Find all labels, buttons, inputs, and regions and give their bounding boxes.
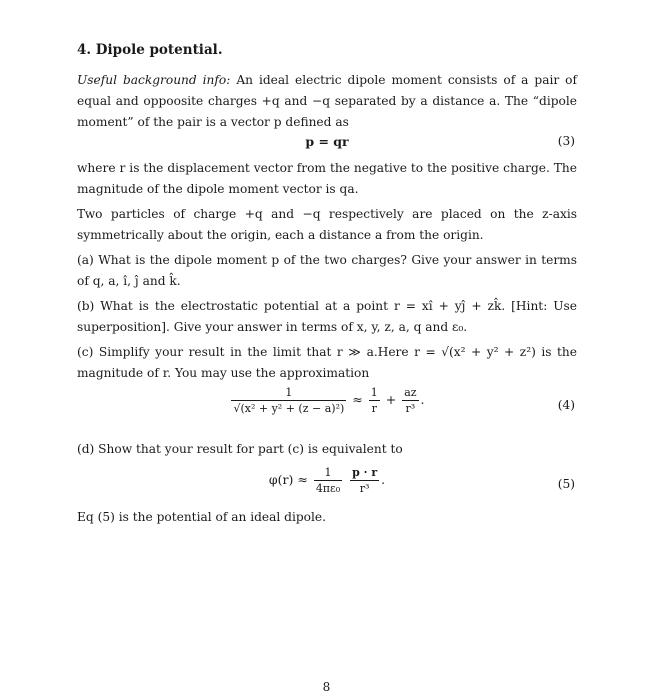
eq5-dipole-fraction — [350, 466, 379, 495]
displacement-paragraph: where r is the displacement vector from the negative to the positive charge. The magnitude of the dipole moment vector is qa. — [77, 161, 577, 196]
eq4-term2-numerator: az — [404, 386, 417, 399]
eq5-constant-numerator: 1 — [324, 466, 332, 479]
eq4-term1-fraction — [369, 386, 380, 415]
page-number: 8 — [322, 680, 331, 694]
part-d-question: (d) Show that your result for part (c) is equivalent to — [77, 442, 403, 456]
eq4-lhs-numerator: 1 — [285, 386, 293, 399]
part-b-question: (b) What is the electrostatic potential at a point r = xî + yĵ + zk̂. [Hint: Use superposition]. Give your answer in terms of x, y, z, a, q and ε₀. — [77, 299, 577, 334]
background-text: An ideal electric dipole moment consists of a pair of equal and oppoosite charges +q and −q separated by a distance a. The “dipole moment” of the pair is a vector p defined as — [77, 73, 578, 129]
eq4-term2-fraction — [402, 386, 418, 415]
eq4-term2-denominator: r³ — [402, 400, 418, 415]
equation-3-number: (3) — [557, 134, 575, 148]
problem-title: 4. Dipole potential. — [77, 42, 223, 58]
equation-4-number: (4) — [557, 398, 575, 412]
eq4-lhs-denominator: √(x² + y² + (z − a)²) — [233, 402, 345, 415]
equation-3-expression: p = qr — [305, 134, 349, 149]
eq5-constant-denominator: 4πε₀ — [315, 482, 341, 495]
equation-4: $\frac{1}{\text{√(x² + y² + (z − a)²)}}$ ≈ $\frac{1}{r}$ + $\frac{az}{\text{r³}}$ . (4) — [233, 386, 575, 415]
eq5-dipole-denominator: r³ — [350, 480, 379, 495]
eq4-lhs-fraction — [231, 386, 346, 415]
equation-5-number: (5) — [557, 477, 575, 491]
part-c-question: (c) Simplify your result in the limit that r ≫ a.Here r = √(x² + y² + z²) is the magnitude of r. You may use the approximation — [77, 345, 577, 380]
eq5-lhs: φ(r) ≈ — [268, 472, 308, 487]
part-a-question: (a) What is the dipole moment p of the two charges? Give your answer in terms of q, a, î, ĵ and k̂. — [77, 253, 577, 288]
eq5-constant-fraction — [314, 466, 342, 495]
eq5-dipole-numerator: p · r — [352, 466, 378, 479]
eq4-term1-denominator: r — [369, 400, 380, 415]
closing-paragraph: Eq (5) is the potential of an ideal dipole. — [77, 510, 326, 524]
setup-paragraph: Two particles of charge +q and −q respectively are placed on the z-axis symmetrically about the origin, each a distance a from the origin. — [77, 207, 577, 242]
background-paragraph — [77, 70, 577, 133]
eq4-approx-sign: ≈ — [352, 392, 363, 407]
eq4-plus-sign: + — [385, 392, 397, 407]
eq4-term1-numerator: 1 — [370, 386, 378, 399]
equation-5: φ(r) ≈ $\frac{1}{\text{4πε₀}}$ $\frac{p \cdot r}{\text{r³}}$ . (5) — [268, 466, 575, 495]
background-label: Useful background info: — [77, 73, 231, 87]
